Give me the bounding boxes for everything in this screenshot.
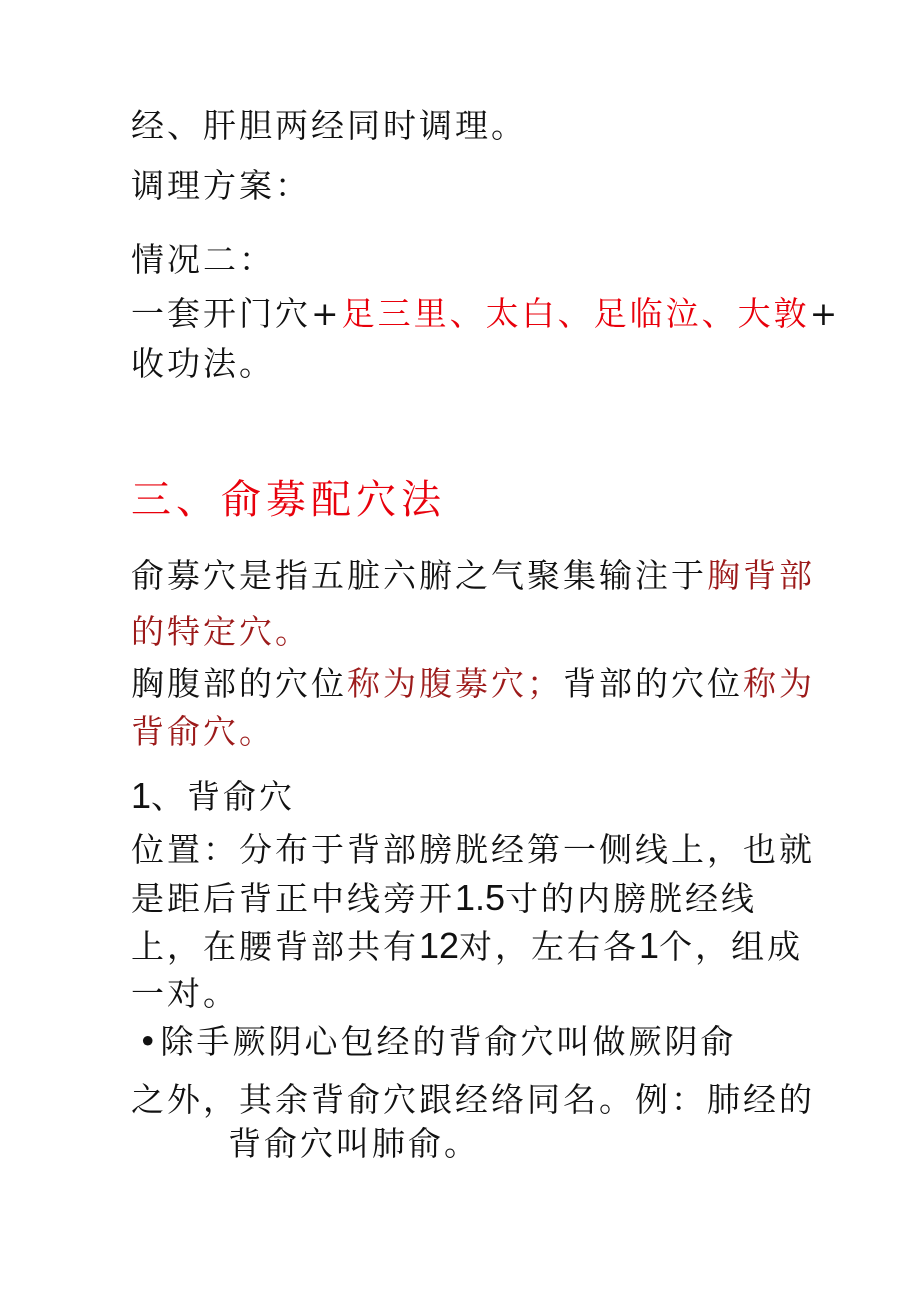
p2-text-2: 背部的穴位 <box>563 664 743 703</box>
case2-label: 情况二： <box>131 240 275 279</box>
p2-highlight-2: 称为 <box>743 664 815 703</box>
subsection-title-text: 、背俞穴 <box>151 777 296 816</box>
paragraph-line: 位置：分布于背部膀胱经第一侧线上，也就 <box>131 830 815 869</box>
number: 1 <box>639 925 660 966</box>
p2-text: 胸腹部的穴位 <box>131 664 347 703</box>
plan-label: 调理方案： <box>131 166 311 205</box>
case2-line <box>131 294 840 334</box>
paragraph-line: 背俞穴叫肺俞。 <box>228 1124 480 1163</box>
text-segment: 是距后背正中线旁开 <box>131 879 455 918</box>
paragraph-line <box>131 926 803 967</box>
paragraph-line <box>131 664 815 704</box>
paragraph-line: 一对。 <box>131 974 239 1013</box>
subsection-title <box>131 776 295 817</box>
p2-end: 背俞穴。 <box>131 712 275 751</box>
p1-highlight: 胸背部 <box>707 556 815 595</box>
number: 1.5 <box>455 877 506 918</box>
bullet-marker: • <box>138 1022 161 1061</box>
case2-plus: + <box>809 294 841 333</box>
text-segment: 个，组成 <box>659 927 804 966</box>
paragraph-line: 之外，其余背俞穴跟经络同名。例：肺经的 <box>131 1080 815 1119</box>
p1-end: 的特定穴。 <box>131 612 311 651</box>
p1-text: 俞募穴是指五脏六腑之气聚集输注于 <box>131 556 707 595</box>
bullet-item <box>138 1022 736 1062</box>
text-segment: 对，左右各 <box>459 927 640 966</box>
subsection-number: 1 <box>131 775 152 816</box>
case2-end: 收功法。 <box>131 344 275 383</box>
p2-highlight: 称为腹募穴； <box>347 664 563 703</box>
number: 12 <box>419 925 460 966</box>
text-segment: 寸的内膀胱经线 <box>505 879 758 918</box>
paragraph-line <box>131 878 757 919</box>
paragraph-line <box>131 556 815 596</box>
paragraph-line: 经、肝胆两经同时调理。 <box>131 106 527 145</box>
section-heading: 三、俞募配穴法 <box>131 477 446 523</box>
case2-points: 足三里、太白、足临泣、大敦 <box>341 294 810 333</box>
bullet-text: 除手厥阴心包经的背俞穴叫做厥阴俞 <box>160 1022 737 1061</box>
case2-prefix: 一套开门穴+ <box>131 294 342 333</box>
text-segment: 上，在腰背部共有 <box>131 927 419 966</box>
